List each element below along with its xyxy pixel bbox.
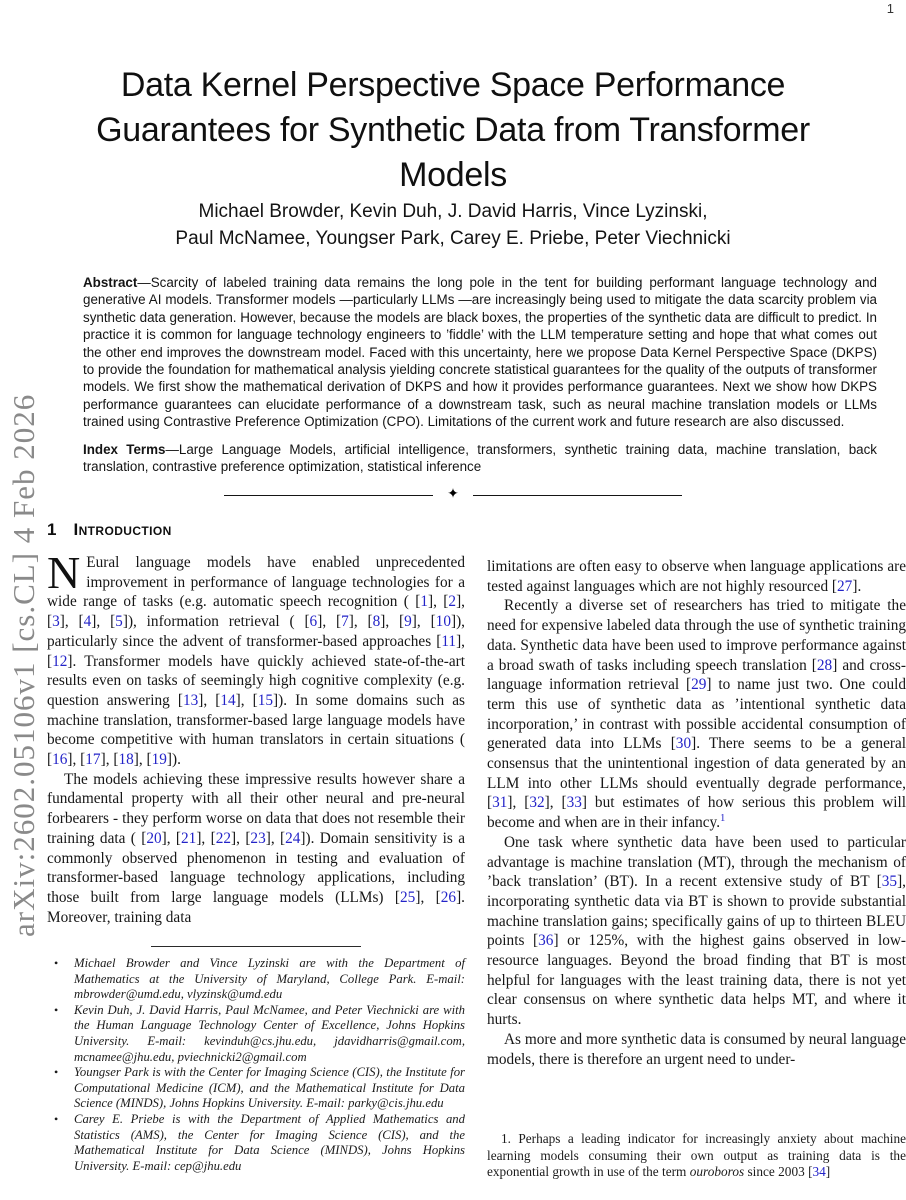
footnote-marker-link[interactable]: 1	[720, 812, 726, 825]
citation-link[interactable]: 3	[52, 613, 60, 631]
citation-link[interactable]: 14	[220, 691, 236, 709]
intro-paragraph-3: limitations are often easy to observe when language applications are tested against languages which are not highly resourced [27].	[487, 558, 906, 595]
citation-link[interactable]: 29	[691, 676, 707, 694]
citation-link[interactable]: 11	[441, 632, 457, 650]
citation-link[interactable]: 16	[52, 751, 68, 769]
citation-link[interactable]: 9	[404, 613, 412, 631]
abstract-block	[83, 274, 877, 475]
citation-link[interactable]: 33	[566, 794, 582, 812]
citation-link[interactable]: 26	[440, 888, 457, 906]
separator-line-right	[473, 495, 682, 496]
paper-title: Data Kernel Perspective Space Performance Guarantees for Synthetic Data from Transformer Models	[96, 65, 810, 194]
citation-link[interactable]: 24	[285, 829, 301, 847]
index-terms-text: —Large Language Models, artificial intelligence, transformers, synthetic training data, machine translation, back translation, contrastive preference optimization, statistical inference	[83, 441, 877, 475]
arxiv-watermark: arXiv:2602.05106v1 [cs.CL] 4 Feb 2026	[6, 393, 41, 937]
citation-link[interactable]: 31	[492, 794, 508, 812]
affiliation-footnote	[47, 956, 465, 1003]
intro-paragraph-2: The models achieving these impressive results however share a fundamental property with all their other neural and pre-neural forbearers - they perform worse on data that does not resemble their training data ( [20], [21], [22], [23], [24]). Domain sensitivity is a commonly observed phenomenon in testing and evaluation of transformer-based language technology applications, including those built from large language models (LLMs) [25], [26]. Moreover, training data	[47, 770, 465, 926]
citation-link[interactable]: 30	[675, 735, 692, 753]
separator-line-left	[224, 495, 433, 496]
intro-paragraph-4: Recently a diverse set of researchers has tried to mitigate the need for expensive labeled data through the use of synthetic training data. Synthetic data have been used to improve performance against a broad swath of tasks including speech translation [28] and cross-language information retrieval [29] to name just two. One could term this use of synthetic data as ’intentional synthetic data incorporation,’ in contrast with possible accidental consumption of generated data into LLMs [30]. There seems to be a general consensus that the unintentional ingestion of data generated by an LLM into other LLMs should eventually degrade performance, [31], [32], [33] but estimates of how serious this problem will become and when are in their infancy.$^1$	[487, 597, 906, 832]
section-number: 1	[47, 520, 57, 539]
author-line-2: Paul McNamee, Youngser Park, Carey E. Priebe, Peter Viechnicki	[175, 228, 731, 249]
affiliation-footnote	[47, 1112, 465, 1174]
affiliation-footnote-text: Michael Browder and Vince Lyzinski are with the Department of Mathematics at the University of Maryland, College Park. E-mail: mbrowder@umd.edu, vlyzinsk@umd.edu	[74, 956, 465, 1002]
left-column	[47, 520, 465, 946]
citation-link[interactable]: 28	[816, 656, 833, 674]
section-title: Introduction	[73, 520, 172, 539]
citation-link[interactable]: 12	[52, 652, 68, 670]
citation-link[interactable]: 8	[372, 613, 381, 631]
citation-link[interactable]: 35	[881, 873, 898, 891]
citation-link[interactable]: 2	[448, 593, 457, 611]
citation-link[interactable]: 7	[341, 613, 349, 631]
citation-link[interactable]: 23	[250, 829, 266, 847]
citation-link[interactable]: 4	[83, 613, 92, 631]
bullet-icon: •	[54, 1002, 59, 1017]
citation-link[interactable]: 15	[257, 691, 274, 709]
bullet-icon: •	[54, 956, 59, 970]
abstract-paragraph	[83, 274, 877, 431]
citation-link[interactable]: 13	[182, 691, 199, 709]
citation-link[interactable]: 21	[181, 829, 197, 847]
affiliation-footnote-text: Youngser Park is with the Center for Imaging Science (CIS), the Institute for Computational Medicine (ICM), and the Mathematical Institute for Data Science (MINDS), Johns Hopkins University. E-mail: parky@cis.jhu.edu	[74, 1065, 465, 1111]
index-terms-label: Index Terms	[83, 441, 166, 457]
affiliation-footnote-text: Kevin Duh, J. David Harris, Paul McNamee, and Peter Viechnicki are with the Human Language Technology Center of Excellence, Johns Hopkins University. E-mail: kevinduh@cs.jhu.edu, jdavidharris@gmail.com, mcnamee@jhu.edu, pviechnicki2@gmail.com	[74, 1002, 465, 1064]
author-list	[0, 198, 906, 252]
citation-link[interactable]: 6	[309, 613, 318, 631]
section-heading-introduction	[47, 520, 465, 540]
intro-paragraph-6: As more and more synthetic data is consumed by neural language models, there is therefore an urgent need to under-	[487, 1030, 906, 1068]
abstract-label: Abstract	[83, 275, 138, 290]
citation-link[interactable]: 27	[837, 577, 853, 595]
footnote-rule	[151, 946, 361, 947]
section-separator	[0, 488, 906, 502]
affiliation-footnote	[47, 1003, 465, 1065]
citation-link[interactable]: 25	[400, 888, 416, 906]
intro-paragraph-5: One task where synthetic data have been used to particular advantage is machine translation (MT), through the mechanism of ’back translation’ (BT). In a recent extensive study of BT [35], incorporating synthetic data via BT is shown to provide substantial machine translation gains; specifically gains of up to thirteen BLEU points [36] or 125%, with the highest gains observed in low-resource languages. Beyond the broad finding that BT is most helpful for languages with the least training data, there is not yet clear consensus on where synthetic data helps MT, and where it hurts.	[487, 833, 906, 1029]
italic-term: ouroboros	[689, 1164, 745, 1180]
affiliation-footnote-text: Carey E. Priebe is with the Department of Applied Mathematics and Statistics (AMS), the Center for Imaging Science (CIS), and the Mathematical Institute for Data Science (MINDS), Johns Hopkins University. E-mail: cep@jhu.edu	[74, 1111, 465, 1173]
author-line-1: Michael Browder, Kevin Duh, J. David Harris, Vince Lyzinski,	[198, 201, 708, 222]
affiliation-footnote	[47, 1065, 465, 1112]
numbered-footnote-1: 1. Perhaps a leading indicator for increasingly anxiety about machine learning models consuming their own output as training data is the exponential growth in use of the term ouroboros since 2003 [34]	[487, 1131, 906, 1180]
citation-link[interactable]: 34	[812, 1164, 826, 1180]
citation-link[interactable]: 5	[115, 613, 123, 631]
citation-link[interactable]: 1	[420, 593, 428, 611]
abstract-text: —Scarcity of labeled training data remains the long pole in the tent for building performant language technology and generative AI models. Transformer models —particularly LLMs —are increasingly being used to mitigate the data scarcity problem via synthetic data generation. However, because the models are black boxes, the properties of the synthetic data are difficult to predict. In practice it is common for language technology engineers to ’fiddle’ with the LLM temperature setting and hope that what comes out the other end improves the downstream model. Faced with this uncertainty, here we propose Data Kernel Perspective Space (DKPS) to provide the foundation for mathematical analysis yielding concrete statistical guarantees for the quality of the outputs of transformer models. We first show the mathematical derivation of DKPS and how it provides performance guarantees. Next we show how DKPS performance guarantees can elucidate performance of a downstream task, such as neural machine translation models or LLMs trained using Contrastive Preference Optimization (CPO). Limitations of the current work and future research are also discussed.	[83, 275, 877, 430]
four-point-star-icon: ✦	[447, 487, 459, 502]
citation-link[interactable]: 32	[529, 794, 545, 812]
author-affiliation-footnotes	[47, 946, 465, 1174]
citation-link[interactable]: 20	[146, 829, 162, 847]
dropcap-letter: N	[47, 547, 81, 598]
intro-paragraph-1	[47, 547, 465, 770]
intro-paragraph-1-text: Eural language models have enabled unprecedented improvement in performance of language technologies for a wide range of tasks (e.g. automatic speech recognition ( [1], [2], [3], [4], [5]), information retrieval ( [6], [7], [8], [9], [10]), particularly since the advent of transformer-based approaches [11], [12]. Transformer models have quickly achieved state-of-the-art results even on tasks of seemingly high cognitive complexity (e.g. question answering [13], [14], [15]). In some domains such as machine translation, transformer-based large language models have become competitive with human translators in certain situations ( [16], [17], [18], [19]).	[47, 554, 465, 769]
page-number: 1	[886, 1, 894, 16]
citation-link[interactable]: 19	[151, 751, 167, 769]
citation-link[interactable]: 10	[435, 613, 451, 631]
citation-link[interactable]: 36	[538, 932, 554, 950]
bullet-icon: •	[54, 1111, 59, 1126]
index-terms-paragraph	[83, 441, 877, 476]
citation-link[interactable]: 22	[215, 829, 232, 847]
citation-link[interactable]: 17	[85, 751, 101, 769]
citation-link[interactable]: 18	[118, 751, 134, 769]
bullet-icon: •	[54, 1065, 59, 1080]
right-column	[487, 557, 906, 1125]
